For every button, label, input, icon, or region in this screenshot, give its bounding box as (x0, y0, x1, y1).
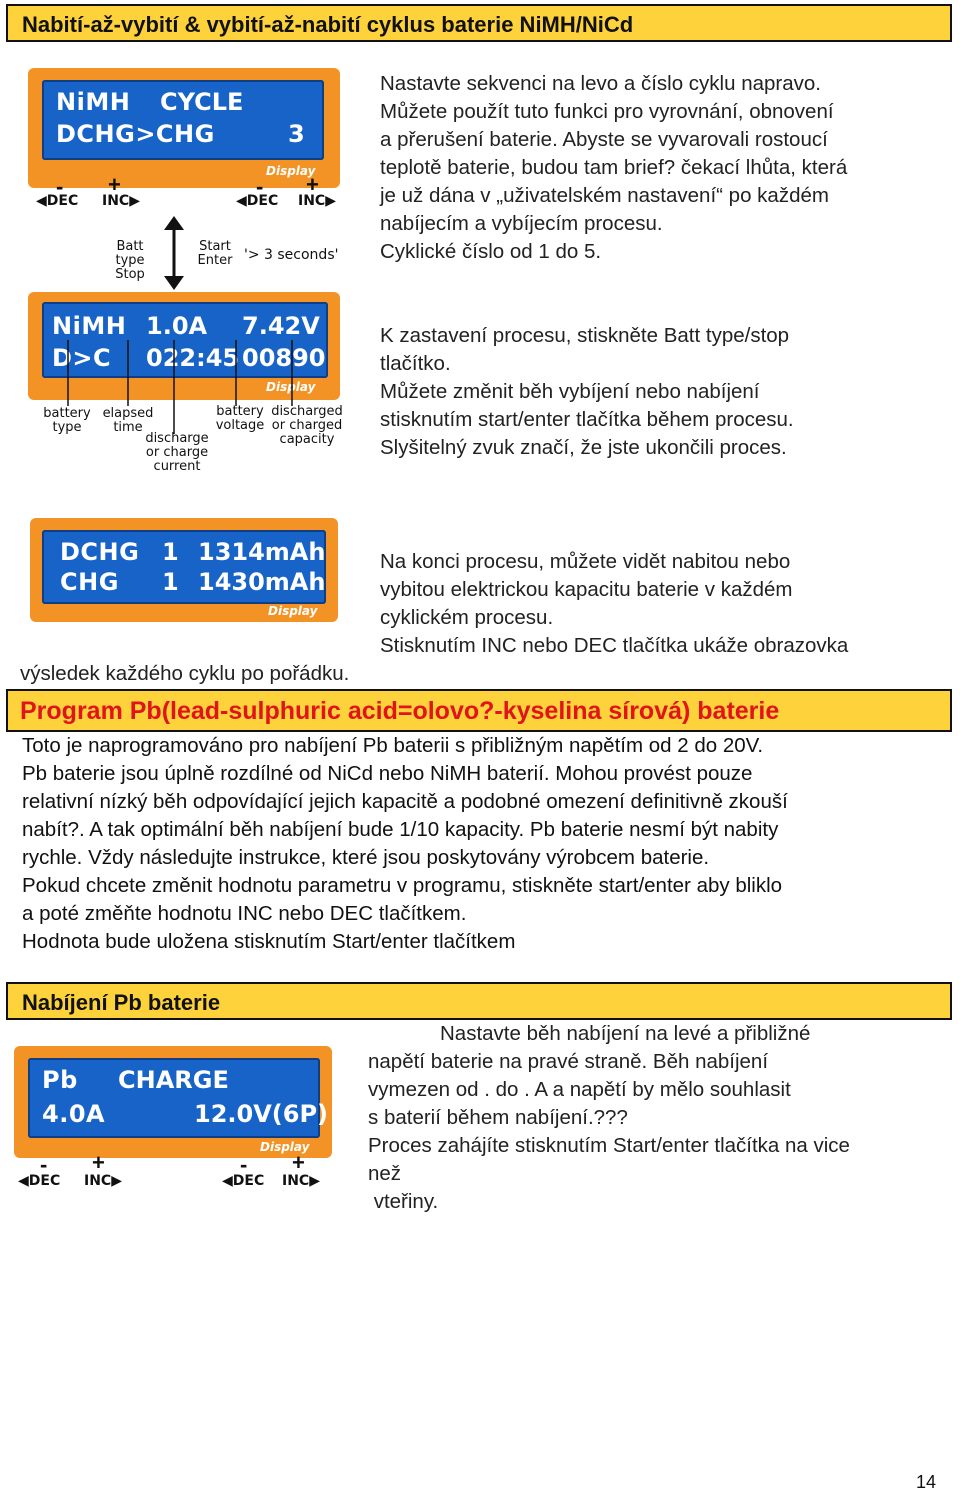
result-description: Na konci procesu, můžete vidět nabitou nebo vybitou elektrickou kapacitu baterie v každém cyklickém procesu. Stisknutím INC nebo DEC tlačítka ukáže obrazovka (380, 550, 849, 657)
hold-hint: '> 3 seconds' (244, 247, 339, 263)
dec-button[interactable]: ◀DEC (236, 193, 279, 209)
inc-button[interactable]: INC▶ (282, 1173, 320, 1189)
lcd-program: CYCLE (160, 88, 244, 116)
lcd-dchg-cycle: 1 (162, 538, 179, 566)
section-title-pb-program: Program Pb(lead-sulphuric acid=olovo?-kyselina sírová) baterie (6, 689, 952, 732)
lcd-chg-label: CHG (60, 568, 119, 596)
lcd-screen (42, 530, 326, 604)
elapsed-time-label: elapsed time (102, 406, 154, 435)
lcd-current: 1.0A (146, 312, 208, 340)
lcd-chg-capacity: 1430mAh (198, 568, 326, 596)
lcd-elapsed-time: 022:45 (146, 344, 240, 372)
minus-sign: - (256, 174, 264, 199)
battery-voltage-label: battery voltage (215, 404, 265, 433)
lcd-device-result (30, 518, 338, 622)
inc-button[interactable]: INC▶ (102, 193, 140, 209)
lcd-direction: D>C (52, 344, 112, 372)
cycle-description: Nastavte sekvenci na levo a číslo cyklu napravo. Můžete použít tuto funkci pro vyrovnání, obnovení a přerušení baterie. Abyste se vyvarovali rostoucí teplotě baterie, budou tam brief? čekací lhůta, která je už dána v „uživatelském nastavení“ po každém nabíjecím a vybíjecím procesu. Cyklické číslo od 1 do 5. (380, 72, 848, 263)
section-title-cycle: Nabití-až-vybití & vybití-až-nabití cyklus baterie NiMH/NiCd (6, 4, 952, 42)
lcd-battery-type: Pb (42, 1066, 78, 1094)
plus-sign: + (292, 1150, 305, 1175)
current-label: discharge or charge current (145, 431, 209, 474)
minus-sign: - (40, 1152, 48, 1177)
display-label: Display (266, 380, 316, 394)
lcd-dchg-capacity: 1314mAh (198, 538, 326, 566)
running-description: K zastavení procesu, stiskněte Batt type/stop tlačítko. Můžete změnit běh vybíjení nebo nabíjení stisknutím start/enter tlačítka během procesu. Slyšitelný zvuk značí, že jste ukončili proces. (380, 324, 794, 459)
lcd-current: 4.0A (42, 1100, 106, 1128)
display-label: Display (266, 164, 316, 178)
lcd-device-cycle (28, 68, 340, 188)
lcd-voltage: 7.42V (242, 312, 320, 340)
batt-type-stop-label: Batt type Stop (115, 239, 145, 282)
display-label: Display (260, 1140, 310, 1154)
dec-button[interactable]: ◀DEC (18, 1173, 61, 1189)
start-enter-label: Start Enter (197, 239, 233, 268)
plus-sign: + (108, 172, 121, 197)
battery-type-label: battery type (43, 406, 91, 435)
inc-button[interactable]: INC▶ (298, 193, 336, 209)
lcd-device-pb-charge (14, 1046, 332, 1158)
lcd-dchg-label: DCHG (60, 538, 140, 566)
lcd-chg-cycle: 1 (162, 568, 179, 596)
lcd-program: CHARGE (118, 1066, 229, 1094)
plus-sign: + (306, 172, 319, 197)
dec-button[interactable]: ◀DEC (36, 193, 79, 209)
inc-button[interactable]: INC▶ (84, 1173, 122, 1189)
dec-button[interactable]: ◀DEC (222, 1173, 265, 1189)
minus-sign: - (56, 174, 64, 199)
page-number: 14 (916, 1472, 937, 1492)
lcd-voltage: 12.0V(6P) (194, 1100, 329, 1128)
lcd-battery-type: NiMH (52, 312, 127, 340)
lcd-screen (28, 1058, 329, 1138)
minus-sign: - (240, 1152, 248, 1177)
lcd-sequence: DCHG>CHG (56, 120, 215, 148)
pb-charge-description: Nastavte běh nabíjení na levé a přibližné napětí baterie na pravé straně. Běh nabíjení vymezen od . do . A a napětí by mělo souhlasit s baterií během nabíjení.??? Proces zahájíte stisknutím Start/enter tlačítka na vice než vteřiny. (368, 1022, 850, 1213)
lcd-screen (42, 80, 324, 160)
lcd-capacity: 00890 (242, 344, 326, 372)
lcd-cycle-count: 3 (288, 120, 305, 148)
display-label: Display (268, 604, 318, 618)
capacity-label: discharged or charged capacity (271, 404, 343, 447)
plus-sign: + (92, 1150, 105, 1175)
up-down-arrow-icon (162, 216, 186, 290)
result-description-end: výsledek každého cyklu po pořádku. (20, 662, 350, 685)
lcd-mode: NiMH (56, 88, 131, 116)
pb-program-description: Toto je naprogramováno pro nabíjení Pb baterii s přibližným napětím od 2 do 20V. Pb baterie jsou úplně rozdílné od NiCd nebo NiMH baterií. Mohou provést pouze relativní nízký běh odpovídající jejich kapacitě a podobné omezení definitivně zkouší nabít?. A tak optimální běh nabíjení bude 1/10 kapacity. Pb baterie nesmí být nabity rychle. Vždy následujte instrukce, které jsou poskytovány výrobcem baterie. Pokud chcete změnit hodnotu parametru v programu, stiskněte start/enter aby bliklo a poté změňte hodnotu INC nebo DEC tlačítkem. Hodnota bude uložena stisknutím Start/enter tlačítkem (22, 734, 788, 953)
section-title-pb-charge: Nabíjení Pb baterie (6, 982, 952, 1020)
